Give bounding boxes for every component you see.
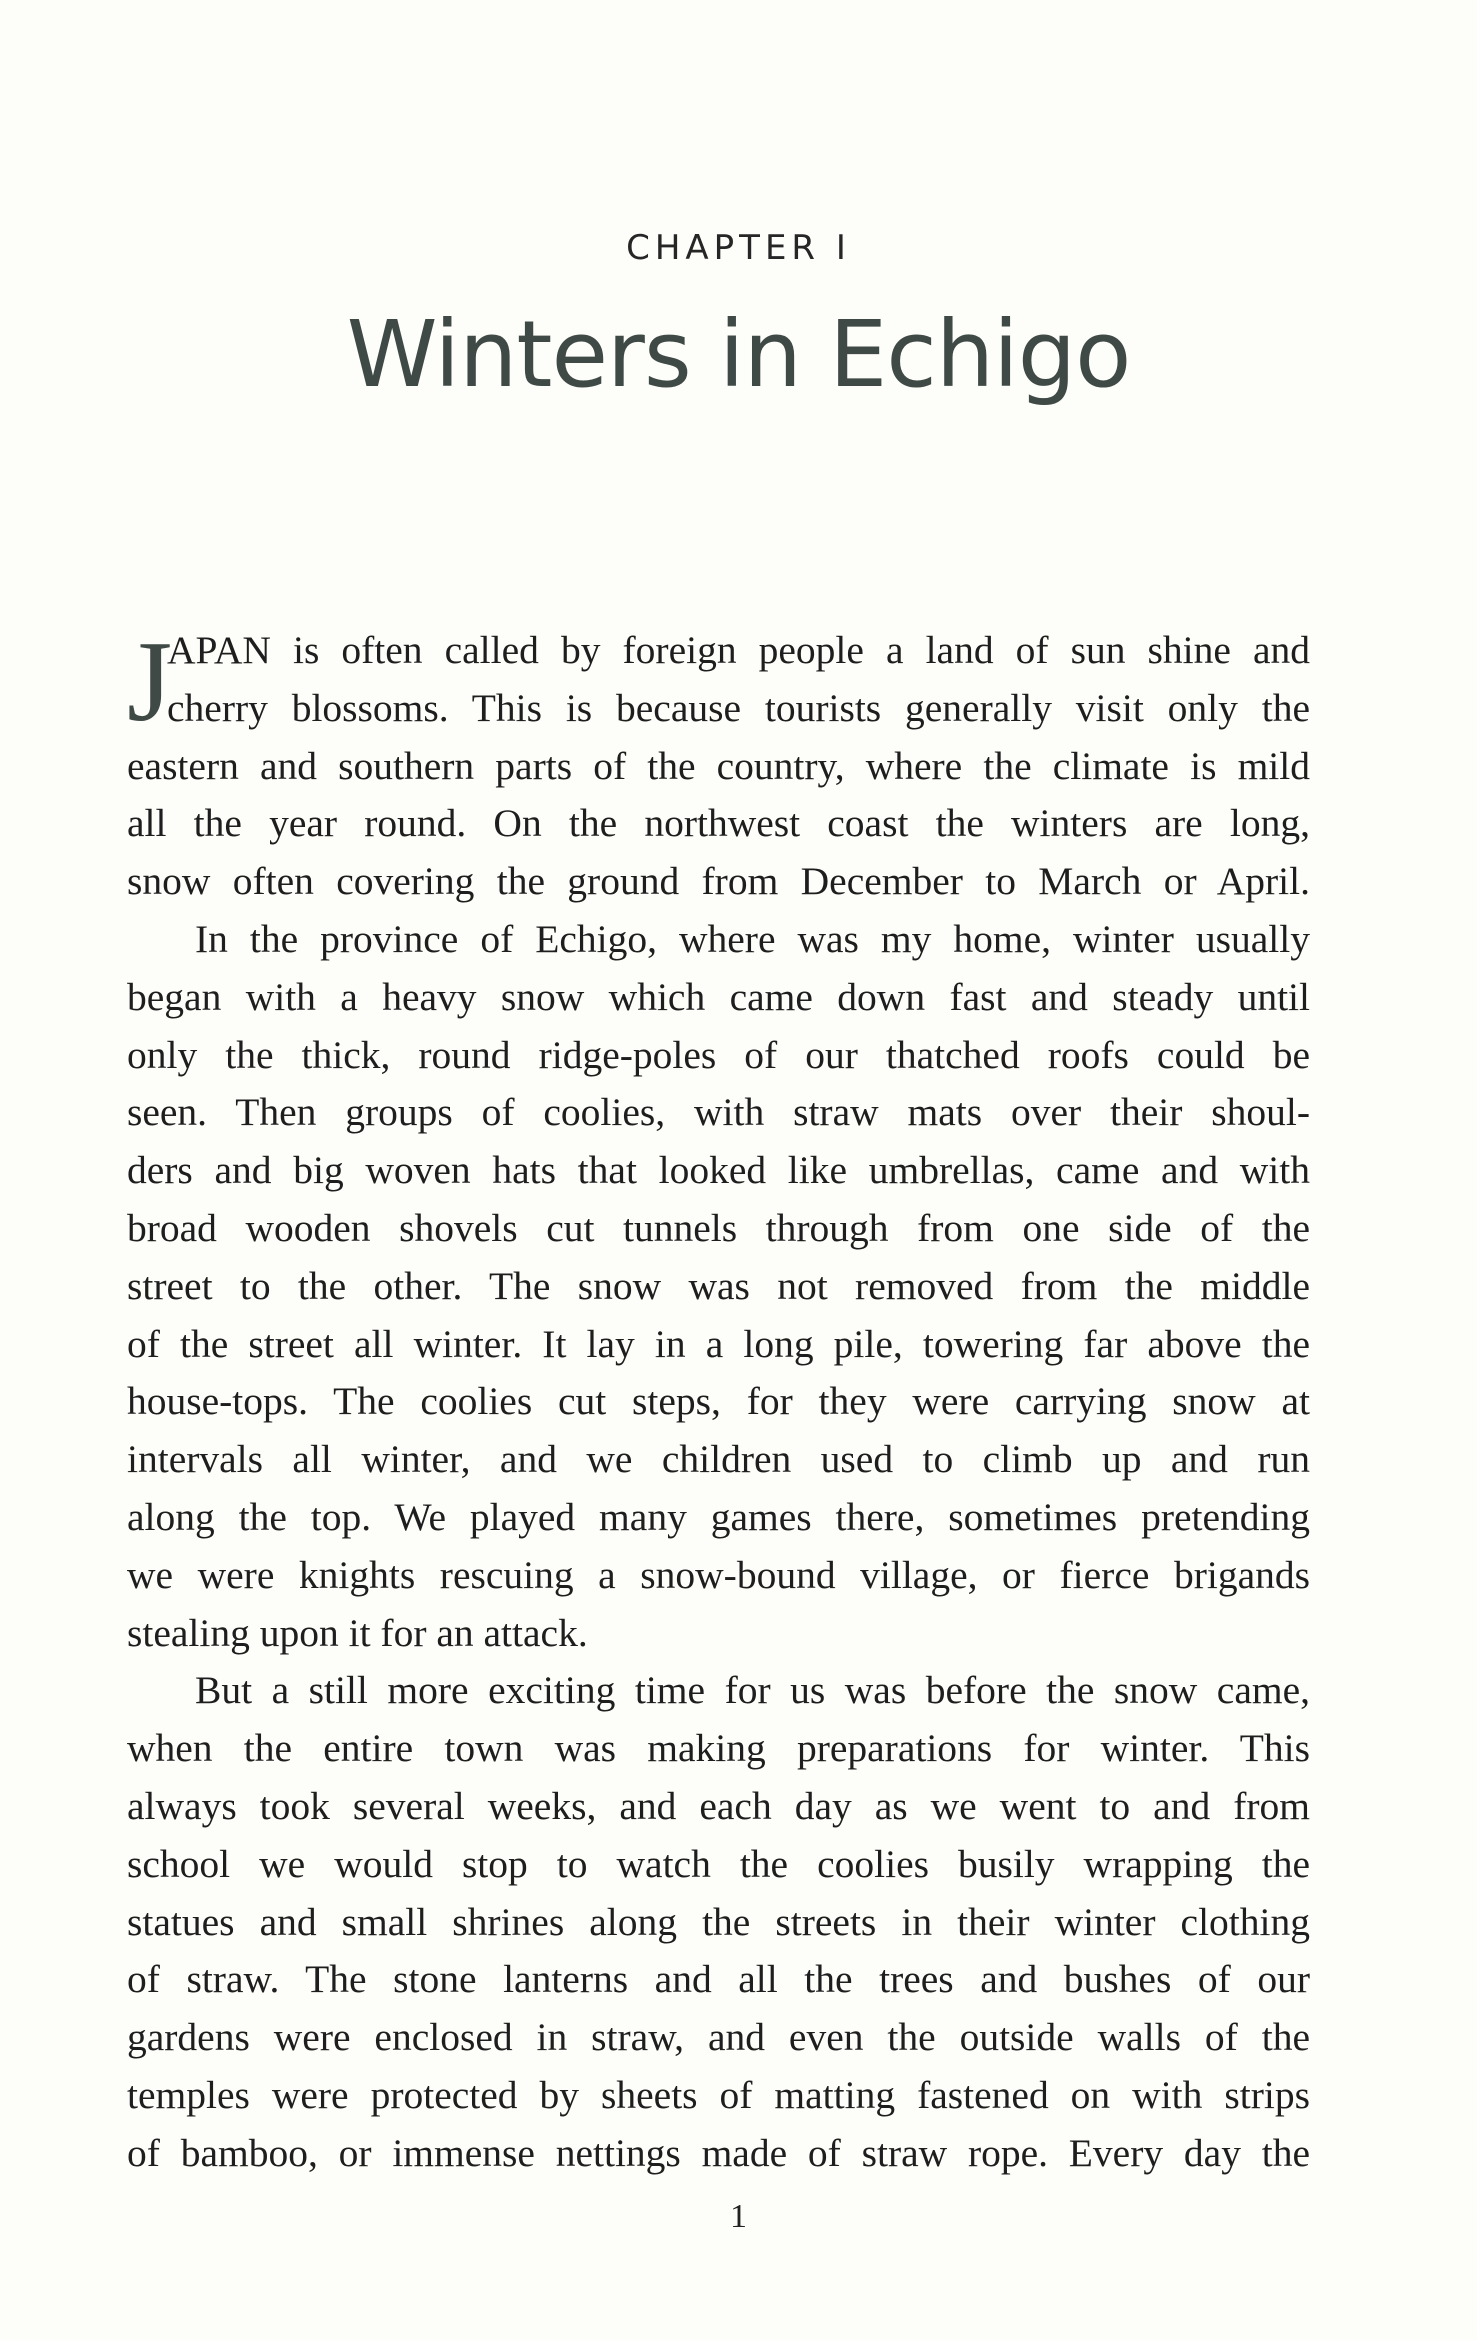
text-line: when the entire town was making preparations for winter. This [127, 1726, 1310, 1771]
page-number: 1 [730, 2198, 747, 2235]
paragraph-2 [127, 911, 1310, 1662]
chapter-body [127, 618, 1310, 2183]
chapter-label: CHAPTER I [626, 228, 851, 268]
text-line: eastern and southern parts of the country, where the climate is mild [127, 743, 1310, 788]
paragraph-3 [127, 1662, 1310, 2182]
text-line: we were knights rescuing a snow-bound village, or fierce brigands [127, 1552, 1310, 1597]
text-line: of the street all winter. It lay in a long pile, towering far above the [127, 1321, 1310, 1366]
drop-cap: J [127, 618, 173, 746]
text-line: only the thick, round ridge-poles of our thatched roofs could be [127, 1032, 1310, 1077]
text-line: began with a heavy snow which came down fast and steady until [127, 974, 1310, 1019]
text-line: But a still more exciting time for us was before the snow came, [195, 1668, 1310, 1713]
text-line: school we would stop to watch the coolies busily wrapping the [127, 1841, 1310, 1886]
text-line: along the top. We played many games there, sometimes pretending [127, 1494, 1310, 1539]
text-line: street to the other. The snow was not removed from the middle [127, 1263, 1310, 1308]
text-line: temples were protected by sheets of matting fastened on with strips [127, 2072, 1310, 2117]
text-line: ders and big woven hats that looked like umbrellas, came and with [127, 1148, 1310, 1193]
chapter-title: Winters in Echigo [346, 301, 1131, 408]
text-line: stealing upon it for an attack. [127, 1610, 588, 1655]
text-line: intervals all winter, and we children used to climb up and run [127, 1437, 1310, 1482]
text-line: cherry blossoms. This is because tourists generally visit only the [167, 685, 1310, 730]
text-line: APAN is often called by foreign people a land of sun shine and [167, 628, 1310, 672]
text-line: always took several weeks, and each day as we went to and from [127, 1783, 1310, 1828]
text-line: seen. Then groups of coolies, with straw mats over their shoul- [127, 1090, 1310, 1135]
text-line: statues and small shrines along the streets in their winter clothing [127, 1899, 1310, 1944]
paragraph-1 [127, 618, 1310, 911]
text-line: house-tops. The coolies cut steps, for they were carrying snow at [127, 1379, 1310, 1424]
text-line: all the year round. On the northwest coast the winters are long, [127, 801, 1310, 846]
text-line: of bamboo, or immense nettings made of straw rope. Every day the [127, 2130, 1310, 2175]
text-line: snow often covering the ground from December to March or April. [127, 859, 1310, 904]
text-line: of straw. The stone lanterns and all the trees and bushes of our [127, 1957, 1310, 2002]
text-line: broad wooden shovels cut tunnels through from one side of the [127, 1205, 1310, 1250]
text-line: gardens were enclosed in straw, and even the outside walls of the [127, 2015, 1310, 2060]
text-line: In the province of Echigo, where was my home, winter usually [195, 916, 1310, 961]
